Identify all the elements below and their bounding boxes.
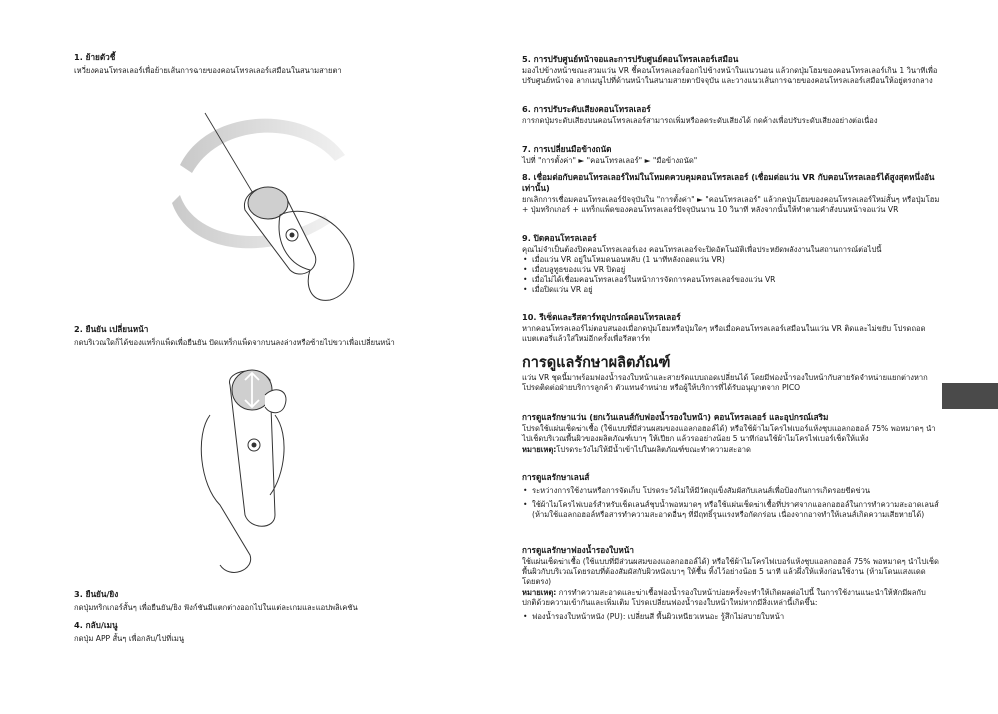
note-label: หมายเหตุ: — [522, 445, 557, 454]
s9-list — [522, 255, 940, 295]
s1-body: เหวี่ยงคอนโทรลเลอร์เพื่อย้ายเส้นการฉายของคอนโทรลเลอร์เสมือนในสนามสายตา — [74, 66, 342, 75]
list-item: • ฟองน้ำรองใบหน้าหนัง (PU): เปลี่ยนสี พื้นผิวเหนียวเหนอะ รู้สึกไม่สบายใบหน้า — [522, 612, 940, 622]
section-9 — [522, 233, 940, 295]
section-5 — [522, 54, 940, 86]
s8-title: 8. เชื่อมต่อกับคอนโทรลเลอร์ใหม่ในโหมดควบคุมคอนโทรลเลอร์ (เชื่อมต่อแว่น VR กับคอนโทรลเลอร์ได้สูงสุดหนึ่งอันเท่านั้น) — [522, 172, 935, 193]
care-body: แว่น VR ชุดนี้มาพร้อมฟองน้ำรองใบหน้าและสายรัดแบบถอดเปลี่ยนได้ โดยมีฟองน้ำรองใบหน้ากับสายรัดจำหน่ายแยกต่างหาก โปรดติดต่อฝ่ายบริการลูกค้า ตัวแทนจำหน่าย หรือผู้ให้บริการที่ได้รับอนุญาตจาก PICO — [522, 373, 928, 392]
s5-body: มองไปข้างหน้าขณะสวมแว่น VR ชี้คอนโทรลเลอร์ออกไปข้างหน้าในแนวนอน แล้วกดปุ่มโฮมของคอนโทรลเลอร์เกิน 1 วินาทีเพื่อปรับศูนย์หน้าจอ ลากเมนูไปที่ด้านหน้าในสนามสายตาปัจจุบัน และวางแนวเส้นการฉายของคอนโทรลเลอร์เสมือนให้อยู่ตรงกลาง — [522, 66, 938, 85]
s7-body: ไปที่ "การตั้งค่า" ► "คอนโทรลเลอร์" ► "มือข้างถนัด" — [522, 156, 698, 165]
s4-title: 4. กลับ/เมนู — [74, 620, 118, 630]
lens-list — [522, 486, 940, 520]
foam-list — [522, 612, 940, 622]
s7-title: 7. การเปลี่ยนมือข้างถนัด — [522, 144, 612, 154]
thumb-outline — [265, 390, 286, 413]
section-10 — [522, 312, 940, 344]
section-7 — [522, 144, 940, 166]
s2-title: 2. ยืนยัน เปลี่ยนหน้า — [74, 324, 149, 334]
trackpad-swipe-illustration — [190, 355, 340, 585]
swing-arc-top — [180, 119, 345, 173]
list-item: • เมื่อบลูทูธของแว่น VR ปิดอยู่ — [522, 265, 940, 275]
s5-title: 5. การปรับศูนย์หน้าจอและการปรับศูนย์คอนโทรลเลอร์เสมือน — [522, 54, 739, 64]
care-section — [522, 354, 940, 393]
foam-body: ใช้แผ่นเช็ดฆ่าเชื้อ (ใช้แบบที่มีส่วนผสมของแอลกอฮอล์ได้) หรือใช้ผ้าไมโครไฟเบอร์แห้งชุบแอลกอฮอล์ 75% พอหมาดๆ นำไปเช็ดพื้นผิวกับบริเวณโดยรอบที่ต้องสัมผัสกับผิวหนังเบาๆ ให้ชื้น ทิ้งไว้อย่างน้อย 5 นาที แล้วผึ่งให้แห้งก่อนใช้งาน (ห้ามโดนแสงแดดโดยตรง) — [522, 557, 939, 586]
clean-note — [522, 445, 940, 455]
s6-title: 6. การปรับระดับเสียงคอนโทรลเลอร์ — [522, 104, 651, 114]
note-text: โปรดระวังไม่ให้มีน้ำเข้าไปในผลิตภัณฑ์ขณะทำความสะอาด — [556, 445, 751, 454]
s3-body: กดปุ่มทริกเกอร์สั้นๆ เพื่อยืนยัน/ยิง ฟังก์ชันมีแตกต่างออกไปในแต่ละเกมและแอปพลิเคชัน — [74, 603, 358, 612]
section-6 — [522, 104, 940, 126]
list-item: • เมื่อแว่น VR อยู่ในโหมดนอนหลับ (1 นาทีหลังถอดแว่น VR) — [522, 255, 940, 265]
lens-section — [522, 472, 940, 520]
s6-body: การกดปุ่มระดับเสียงบนคอนโทรลเลอร์สามารถเพิ่มหรือลดระดับเสียงได้ กดค้างเพื่อปรับระดับเสียงอย่างต่อเนื่อง — [522, 116, 878, 125]
s10-title: 10. รีเซ็ตและรีสตาร์ทอุปกรณ์คอนโทรลเลอร์ — [522, 312, 681, 322]
list-item: • เมื่อไม่ได้เชื่อมคอนโทรลเลอร์ในหน้าการจัดการคอนโทรลเลอร์ของแว่น VR — [522, 275, 940, 285]
s2-body: กดบริเวณใดก็ได้ของแทร็กแพ็ดเพื่อยืนยัน ปัดแทร็กแพ็ดจากบนลงล่างหรือซ้ายไปขวาเพื่อเปลี่ยนหน้า — [74, 338, 395, 347]
s1-title: 1. ย้ายตัวชี้ — [74, 52, 116, 62]
foam-section — [522, 545, 940, 622]
note-label: หมายเหตุ: — [522, 588, 557, 597]
s3-title: 3. ยืนยัน/ยิง — [74, 589, 119, 599]
lens-title: การดูแลรักษาเลนส์ — [522, 472, 590, 482]
clean-body: โปรดใช้แผ่นเช็ดฆ่าเชื้อ (ใช้แบบที่มีส่วนผสมของแอลกอฮอล์ได้) หรือใช้ผ้าไมโครไฟเบอร์แห้งชุบแอลกอฮอล์ 75% พอหมาดๆ นำไปเช็ดบริเวณพื้นผิวของผลิตภัณฑ์เบาๆ ให้เปียก แล้วรออย่างน้อย 5 นาทีก่อนใช้ผ้าไมโครไฟเบอร์เช็ดให้แห้ง — [522, 424, 936, 443]
s4-body: กดปุ่ม APP สั้นๆ เพื่อกลับ/ไปที่เมนู — [74, 634, 185, 643]
s9-title: 9. ปิดคอนโทรลเลอร์ — [522, 233, 597, 243]
list-item: • ใช้ผ้าไมโครไฟเบอร์สำหรับเช็ดเลนส์ชุบน้ำพอหมาดๆ หรือใช้แผ่นเช็ดฆ่าเชื้อที่ปราศจากแอลกอฮอล์ในการทำความสะอาดเลนส์ (ห้ามใช้แอลกอฮอล์หรือสารทำความสะอาดอื่นๆ ที่มีฤทธิ์รุนแรงหรือกัดกร่อน เนื่องจากอาจทำให้เลนส์เกิดความเสียหายได้) — [522, 500, 940, 520]
list-item: • เมื่อปิดแว่น VR อยู่ — [522, 285, 940, 295]
list-item: • ระหว่างการใช้งานหรือการจัดเก็บ โปรดระวังไม่ให้มีวัตถุแข็งสัมผัสกับเลนส์เพื่อป้องกันการเกิดรอยขีดข่วน — [522, 486, 940, 496]
s8-body: ยกเลิกการเชื่อมคอนโทรลเลอร์ปัจจุบันใน "การตั้งค่า" ► "คอนโทรลเลอร์" แล้วกดปุ่มโฮมของคอนโทรลเลอร์ใหม่สั้นๆ หรือปุ่มโฮม + ปุ่มทริกเกอร์ + แทร็กแพ็ดของคอนโทรลเลอร์ปัจจุบันนาน 10 วินาที หลังจากนั้นให้ทำตามคำสั่งบนหน้าจอแว่น VR — [522, 195, 940, 214]
note-text: การทำความสะอาดและฆ่าเชื้อฟองน้ำรองใบหน้าบ่อยครั้งจะทำให้เกิดผลต่อไปนี้ ในการใช้งานแนะนำให้หักมีผลกับปกติด้วยความเข้ากันและเพิ่มเติม โปรดเปลี่ยนฟองน้ำรองใบหน้าใหม่หากมีสิ่งเหล่านี้เกิดขึ้น: — [522, 588, 926, 607]
clean-section — [522, 412, 940, 455]
foam-title: การดูแลรักษาฟองน้ำรองใบหน้า — [522, 545, 634, 555]
clean-title: การดูแลรักษาแว่น (ยกเว้นเลนส์กับฟองน้ำรองใบหน้า) คอนโทรลเลอร์ และอุปกรณ์เสริม — [522, 412, 829, 422]
section-tab-marker — [942, 383, 998, 409]
section-8 — [522, 172, 940, 215]
care-title: การดูแลรักษาผลิตภัณฑ์ — [522, 355, 671, 371]
controller-swing-illustration — [160, 95, 380, 315]
s10-body: หากคอนโทรลเลอร์ไม่ตอบสนองเมื่อกดปุ่มโฮมหรือปุ่มใดๆ หรือเมื่อคอนโทรลเลอร์เสมือนในแว่น VR ติดและไม่ขยับ โปรดถอดแบตเตอรี่แล้วใส่ใหม่อีกครั้งเพื่อรีสตาร์ท — [522, 324, 926, 343]
foam-note — [522, 588, 940, 608]
s9-body: คุณไม่จำเป็นต้องปิดคอนโทรลเลอร์เอง คอนโทรลเลอร์จะปิดอัตโนมัติเพื่อประหยัดพลังงานในสถานการณ์ต่อไปนี้ — [522, 245, 882, 254]
